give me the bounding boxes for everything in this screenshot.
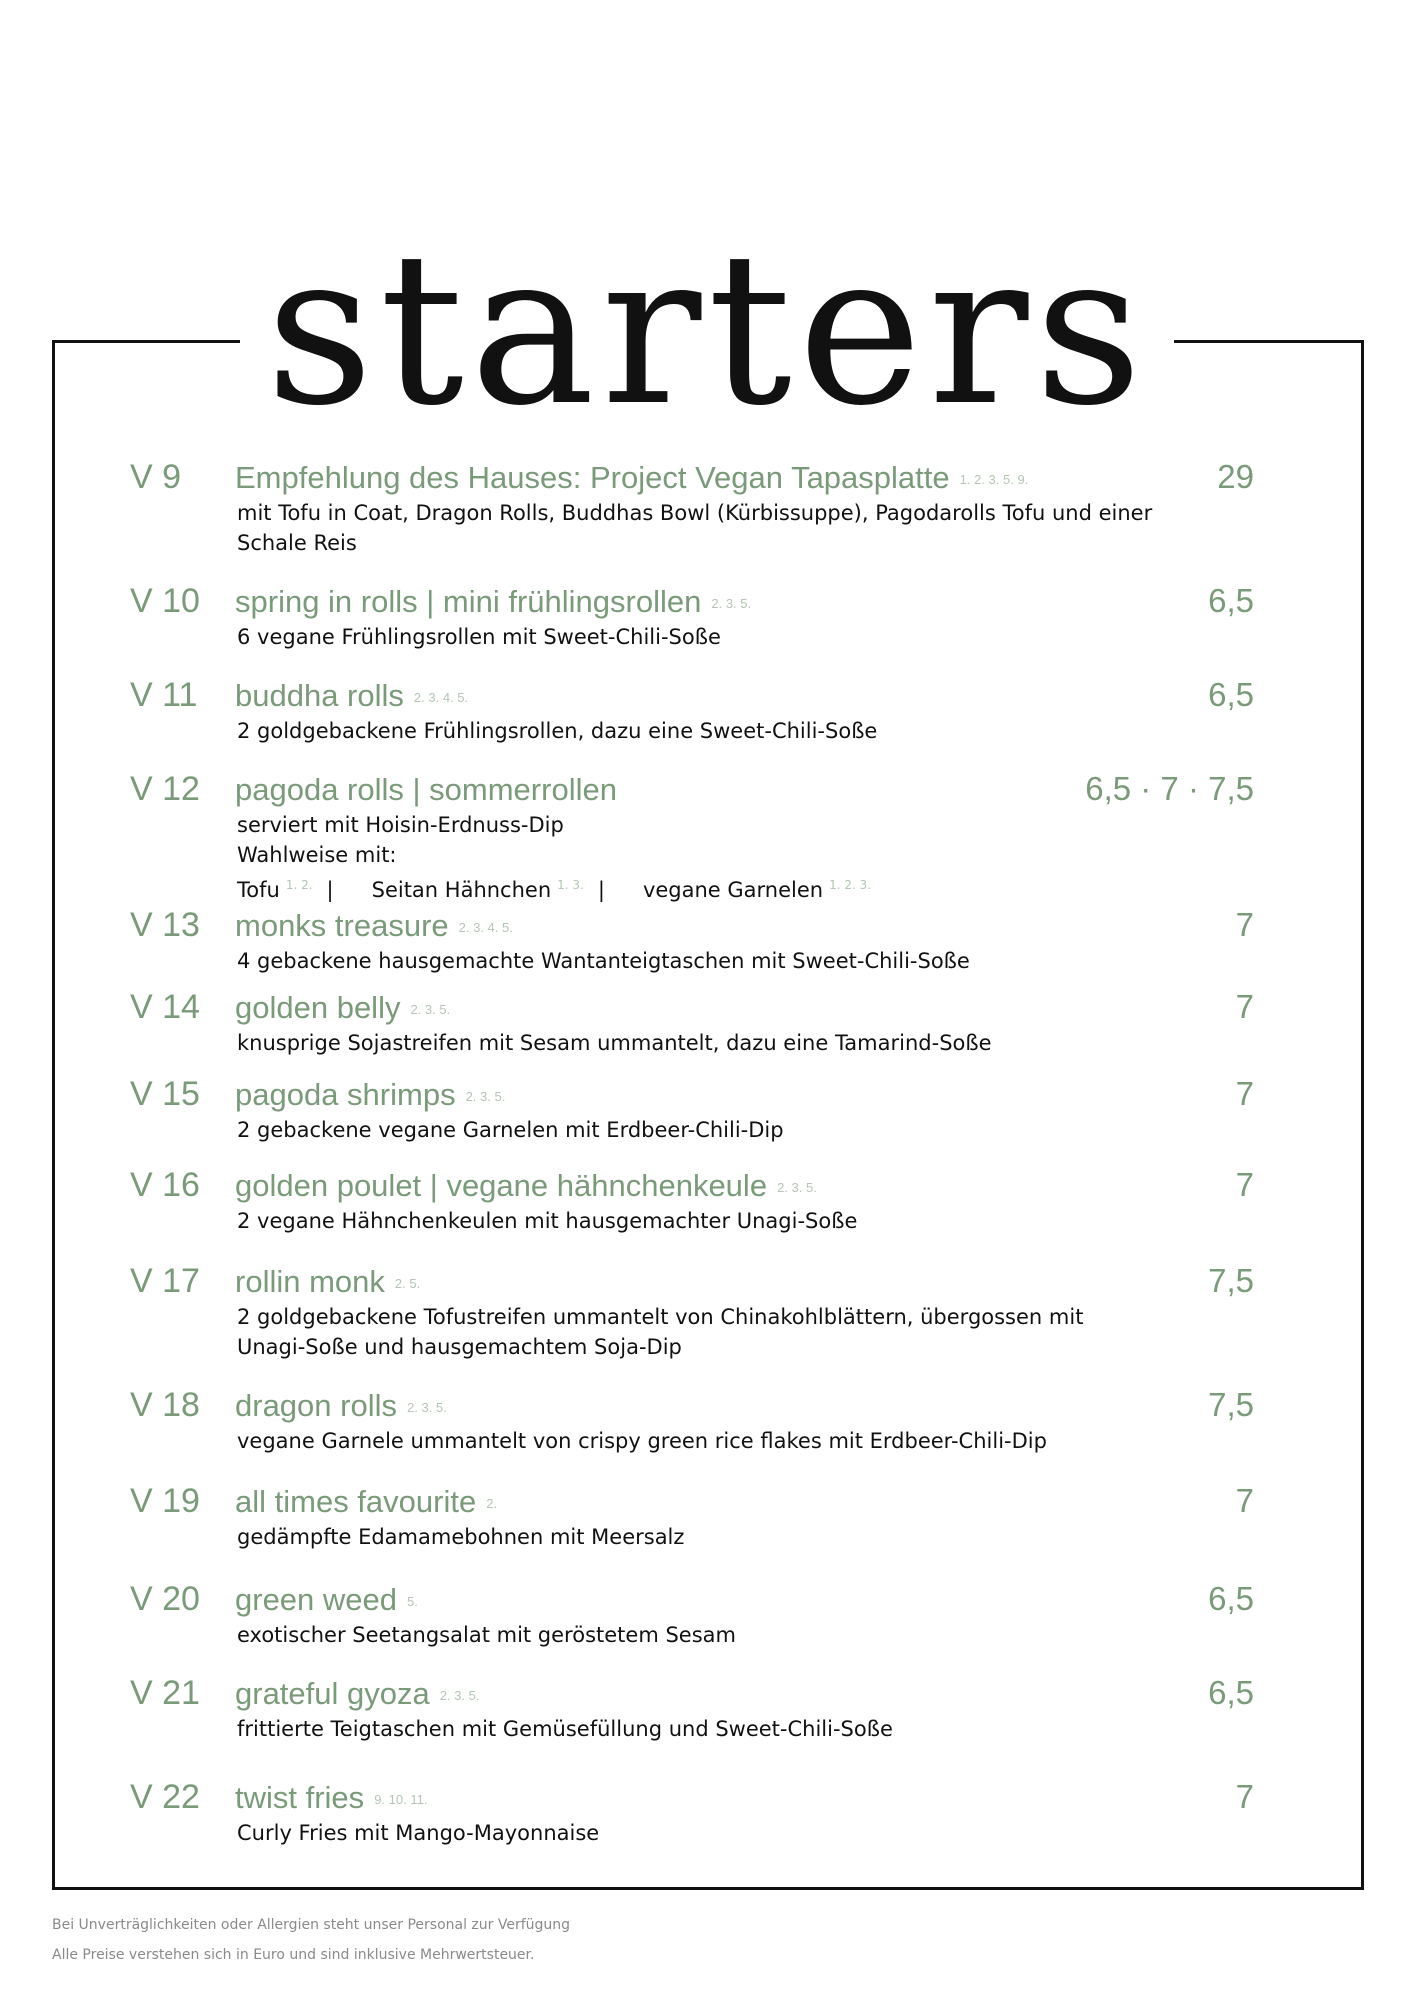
description-line: frittierte Teigtaschen mit Gemüsefüllung und Sweet-Chili-Soße <box>237 1717 893 1741</box>
item-name-text: golden belly <box>235 990 401 1025</box>
item-name <box>235 1676 479 1712</box>
item-code: V 21 <box>130 1674 200 1712</box>
item-description <box>237 1620 1157 1650</box>
item-description <box>237 1115 1157 1145</box>
item-name-text: dragon rolls <box>235 1388 397 1423</box>
item-description <box>237 622 1157 652</box>
allergen-codes: 1. 2. 3. <box>829 878 872 892</box>
description-line: Wahlweise mit: <box>237 843 397 867</box>
item-description <box>237 946 1157 976</box>
item-code: V 17 <box>130 1262 200 1300</box>
item-price: 6,5 <box>1208 676 1254 713</box>
item-code: V 10 <box>130 582 200 620</box>
item-name-text: pagoda shrimps <box>235 1077 456 1112</box>
item-description <box>237 1302 1157 1362</box>
choice-option: Seitan Hähnchen <box>371 878 552 902</box>
item-description <box>237 1206 1157 1236</box>
description-line: 2 vegane Hähnchenkeulen mit hausgemachter Unagi-Soße <box>237 1209 858 1233</box>
item-name <box>235 678 468 714</box>
item-name-text: grateful gyoza <box>235 1676 430 1711</box>
allergen-codes: 2. 3. 4. 5. <box>413 690 469 706</box>
item-description <box>237 1522 1157 1552</box>
item-name <box>235 1388 447 1424</box>
item-name <box>235 584 751 620</box>
item-description <box>237 498 1157 558</box>
item-code: V 19 <box>130 1482 200 1520</box>
item-price: 6,5 · 7 · 7,5 <box>1085 770 1254 807</box>
description-line: 2 gebackene vegane Garnelen mit Erdbeer-Chili-Dip <box>237 1118 784 1142</box>
item-code: V 9 <box>130 458 182 496</box>
item-price: 6,5 <box>1208 582 1254 619</box>
item-name-text: golden poulet | vegane hähnchenkeule <box>235 1168 768 1203</box>
choice-separator: | <box>326 878 334 902</box>
allergen-codes: 2. 3. 5. <box>777 1180 817 1196</box>
item-price: 7 <box>1235 1166 1254 1203</box>
allergy-note: Bei Unverträglichkeiten oder Allergien steht unser Personal zur Verfügung <box>52 1917 571 1933</box>
description-line: 2 goldgebackene Tofustreifen ummantelt von Chinakohlblättern, übergossen mit <box>237 1305 1084 1329</box>
item-code: V 14 <box>130 988 200 1026</box>
choice-option: Tofu <box>237 878 280 902</box>
description-line: exotischer Seetangsalat mit geröstetem Sesam <box>237 1623 736 1647</box>
item-name <box>235 1264 420 1300</box>
item-price: 7 <box>1235 1778 1254 1815</box>
item-price: 29 <box>1217 458 1254 495</box>
item-price: 7 <box>1235 1075 1254 1112</box>
item-name-text: monks treasure <box>235 908 449 943</box>
item-name-text: green weed <box>235 1582 398 1617</box>
description-line: 2 goldgebackene Frühlingsrollen, dazu eine Sweet-Chili-Soße <box>237 719 878 743</box>
description-line: 4 gebackene hausgemachte Wantanteigtaschen mit Sweet-Chili-Soße <box>237 949 970 973</box>
description-line: Unagi-Soße und hausgemachtem Soja-Dip <box>237 1335 682 1359</box>
item-description <box>237 1426 1157 1456</box>
item-price: 6,5 <box>1208 1674 1254 1711</box>
allergen-codes: 1. 2. <box>285 878 313 892</box>
item-code: V 11 <box>130 676 198 714</box>
item-price: 7 <box>1235 906 1254 943</box>
item-price: 7,5 <box>1208 1262 1254 1299</box>
description-line: Curly Fries mit Mango-Mayonnaise <box>237 1821 600 1845</box>
allergen-codes: 2. <box>486 1496 498 1512</box>
allergen-codes: 2. 5. <box>394 1276 421 1292</box>
item-code: V 13 <box>130 906 200 944</box>
item-price: 6,5 <box>1208 1580 1254 1617</box>
description-line: Schale Reis <box>237 531 357 555</box>
item-description <box>237 1028 1157 1058</box>
allergen-codes: 2. 3. 5. <box>410 1002 451 1018</box>
item-description <box>237 810 1157 905</box>
allergen-codes: 5. <box>407 1594 418 1610</box>
choice-separator: | <box>597 878 605 902</box>
description-line: knusprige Sojastreifen mit Sesam ummantelt, dazu eine Tamarind-Soße <box>237 1031 992 1055</box>
item-description <box>237 716 1157 746</box>
item-name-text: buddha rolls <box>235 678 404 713</box>
item-name <box>235 1780 427 1816</box>
allergen-codes: 9. 10. 11. <box>374 1792 428 1808</box>
item-name-text: Empfehlung des Hauses: Project Vegan Tapasplatte <box>235 460 950 495</box>
allergen-codes: 1. 3. <box>557 878 584 892</box>
item-price: 7 <box>1235 988 1254 1025</box>
description-line: mit Tofu in Coat, Dragon Rolls, Buddhas Bowl (Kürbissuppe), Pagodarolls Tofu und einer <box>237 501 1153 525</box>
item-code: V 22 <box>130 1778 200 1816</box>
allergen-codes: 2. 3. 5. <box>465 1089 506 1105</box>
item-name <box>235 460 1028 496</box>
item-description <box>237 1714 1157 1744</box>
choice-option: vegane Garnelen <box>642 878 824 902</box>
item-name <box>235 1168 817 1204</box>
item-name <box>235 990 450 1026</box>
page-title: starters <box>240 215 1175 445</box>
item-price: 7 <box>1235 1482 1254 1519</box>
description-line: gedämpfte Edamamebohnen mit Meersalz <box>237 1525 685 1549</box>
item-name-text: spring in rolls | mini frühlingsrollen <box>235 584 702 619</box>
allergen-codes: 2. 3. 5. <box>439 1688 480 1704</box>
item-name <box>235 1582 418 1618</box>
item-name-text: all times favourite <box>235 1484 477 1519</box>
item-price: 7,5 <box>1208 1386 1254 1423</box>
item-code: V 18 <box>130 1386 200 1424</box>
item-name <box>235 1077 505 1113</box>
description-line: serviert mit Hoisin-Erdnuss-Dip <box>237 813 564 837</box>
item-name <box>235 1484 497 1520</box>
item-name <box>235 772 617 808</box>
item-name <box>235 908 513 944</box>
item-name-text: pagoda rolls | sommerrollen <box>235 772 617 807</box>
title-wrap <box>0 207 1414 452</box>
choice-line <box>237 870 1157 905</box>
item-description <box>237 1818 1157 1848</box>
allergen-codes: 1. 2. 3. 5. 9. <box>959 472 1029 488</box>
item-name-text: rollin monk <box>235 1264 385 1299</box>
allergen-codes: 2. 3. 4. 5. <box>458 920 513 936</box>
allergen-codes: 2. 3. 5. <box>406 1400 447 1416</box>
description-line: 6 vegane Frühlingsrollen mit Sweet-Chili-Soße <box>237 625 721 649</box>
item-name-text: twist fries <box>235 1780 365 1815</box>
item-code: V 16 <box>130 1166 200 1204</box>
description-line: vegane Garnele ummantelt von crispy green rice flakes mit Erdbeer-Chili-Dip <box>237 1429 1047 1453</box>
item-code: V 15 <box>130 1075 200 1113</box>
price-note: Alle Preise verstehen sich in Euro und sind inklusive Mehrwertsteuer. <box>52 1947 535 1963</box>
item-code: V 20 <box>130 1580 200 1618</box>
allergen-codes: 2. 3. 5. <box>711 596 752 612</box>
item-code: V 12 <box>130 770 200 808</box>
